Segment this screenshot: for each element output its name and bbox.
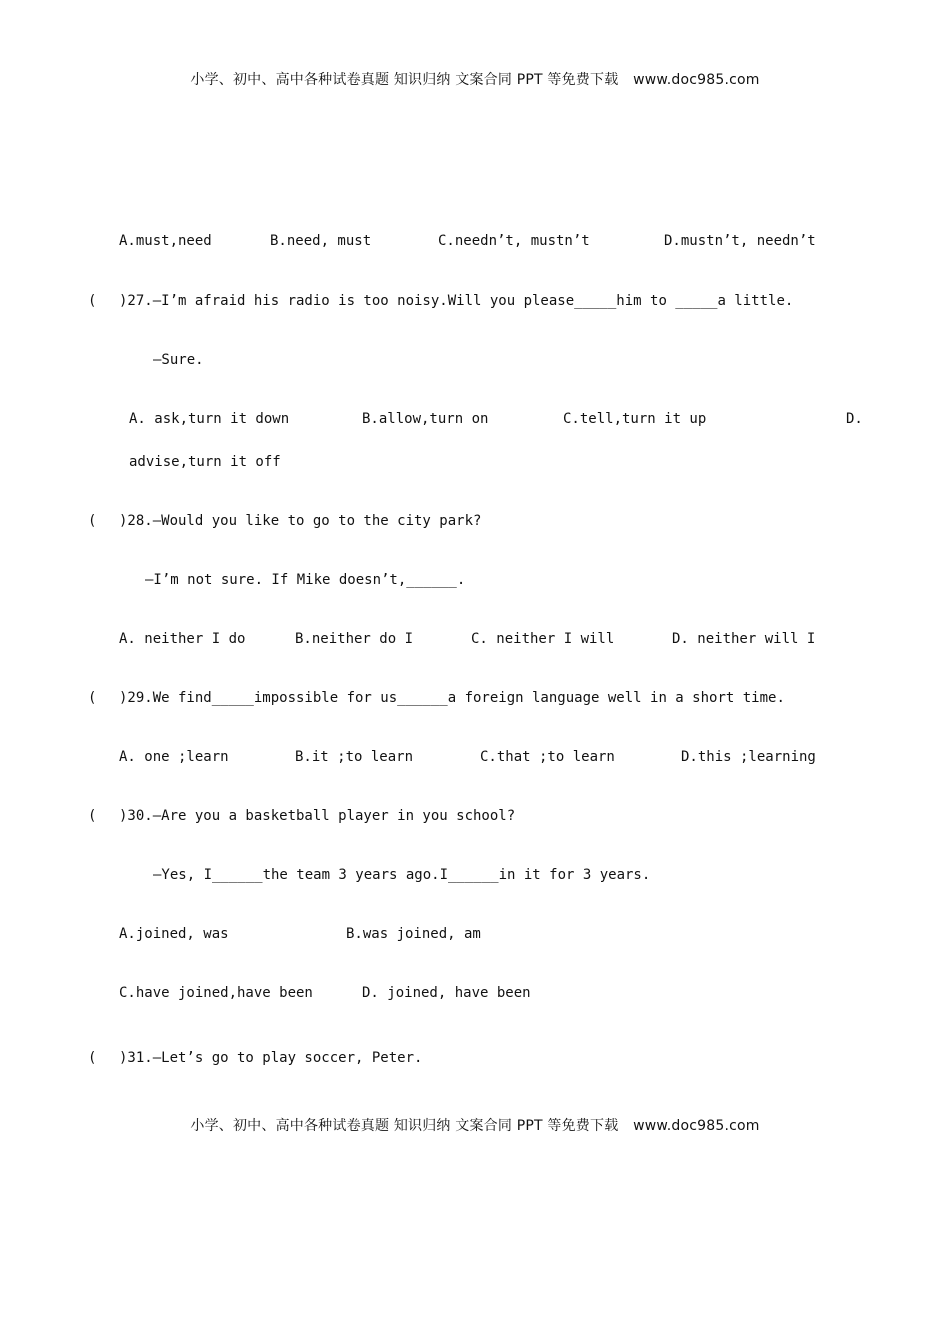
q26-option-b: B.need, must (270, 233, 372, 249)
q27-option-c: C.tell,turn it up (563, 411, 707, 427)
q31-answer-paren: ( (88, 1050, 97, 1066)
q29-option-c: C.that ;to learn (480, 749, 615, 765)
q27-option-b: B.allow,turn on (362, 411, 489, 427)
page-footer (0, 1115, 950, 1135)
header-site-link[interactable]: www.doc985.com (633, 72, 760, 88)
q27-stem: )27.—I’m afraid his radio is too noisy.Will you please_____him to _____a little. (119, 293, 794, 309)
q26-option-c: C.needn’t, mustn’t (438, 233, 590, 249)
header-text: 小学、初中、高中各种试卷真题 知识归纳 文案合同 PPT 等免费下载 (190, 72, 619, 88)
q28-option-b: B.neither do I (295, 631, 414, 647)
q29-option-b: B.it ;to learn (295, 749, 414, 765)
q30-option-d: D. joined, have been (362, 985, 531, 1001)
q30-answer-paren: ( (88, 808, 97, 824)
q29-option-d: D.this ;learning (681, 749, 816, 765)
q28-stem: )28.—Would you like to go to the city park? (119, 513, 482, 529)
footer-site-link[interactable]: www.doc985.com (633, 1118, 760, 1134)
q27-reply: —Sure. (153, 352, 204, 368)
q27-option-d-text: advise,turn it off (129, 454, 281, 470)
q29-option-a: A. one ;learn (119, 749, 229, 765)
q30-reply: —Yes, I______the team 3 years ago.I______in it for 3 years. (153, 867, 651, 883)
q28-option-a: A. neither I do (119, 631, 246, 647)
q28-option-d: D. neither will I (672, 631, 816, 647)
q27-answer-paren: ( (88, 293, 97, 309)
q30-option-c: C.have joined,have been (119, 985, 313, 1001)
q26-option-d: D.mustn’t, needn’t (664, 233, 816, 249)
q27-option-d-label: D. (846, 411, 863, 427)
page-header (0, 69, 950, 89)
q28-answer-paren: ( (88, 513, 97, 529)
q30-stem: )30.—Are you a basketball player in you school? (119, 808, 516, 824)
footer-text: 小学、初中、高中各种试卷真题 知识归纳 文案合同 PPT 等免费下载 (190, 1118, 619, 1134)
q30-option-a: A.joined, was (119, 926, 229, 942)
q28-reply: —I’m not sure. If Mike doesn’t,______. (145, 572, 466, 588)
q29-answer-paren: ( (88, 690, 97, 706)
q31-stem: )31.—Let’s go to play soccer, Peter. (119, 1050, 423, 1066)
q26-option-a: A.must,need (119, 233, 212, 249)
q28-option-c: C. neither I will (471, 631, 615, 647)
q29-stem: )29.We find_____impossible for us______a foreign language well in a short time. (119, 690, 785, 706)
q30-option-b: B.was joined, am (346, 926, 481, 942)
q27-option-a: A. ask,turn it down (129, 411, 290, 427)
